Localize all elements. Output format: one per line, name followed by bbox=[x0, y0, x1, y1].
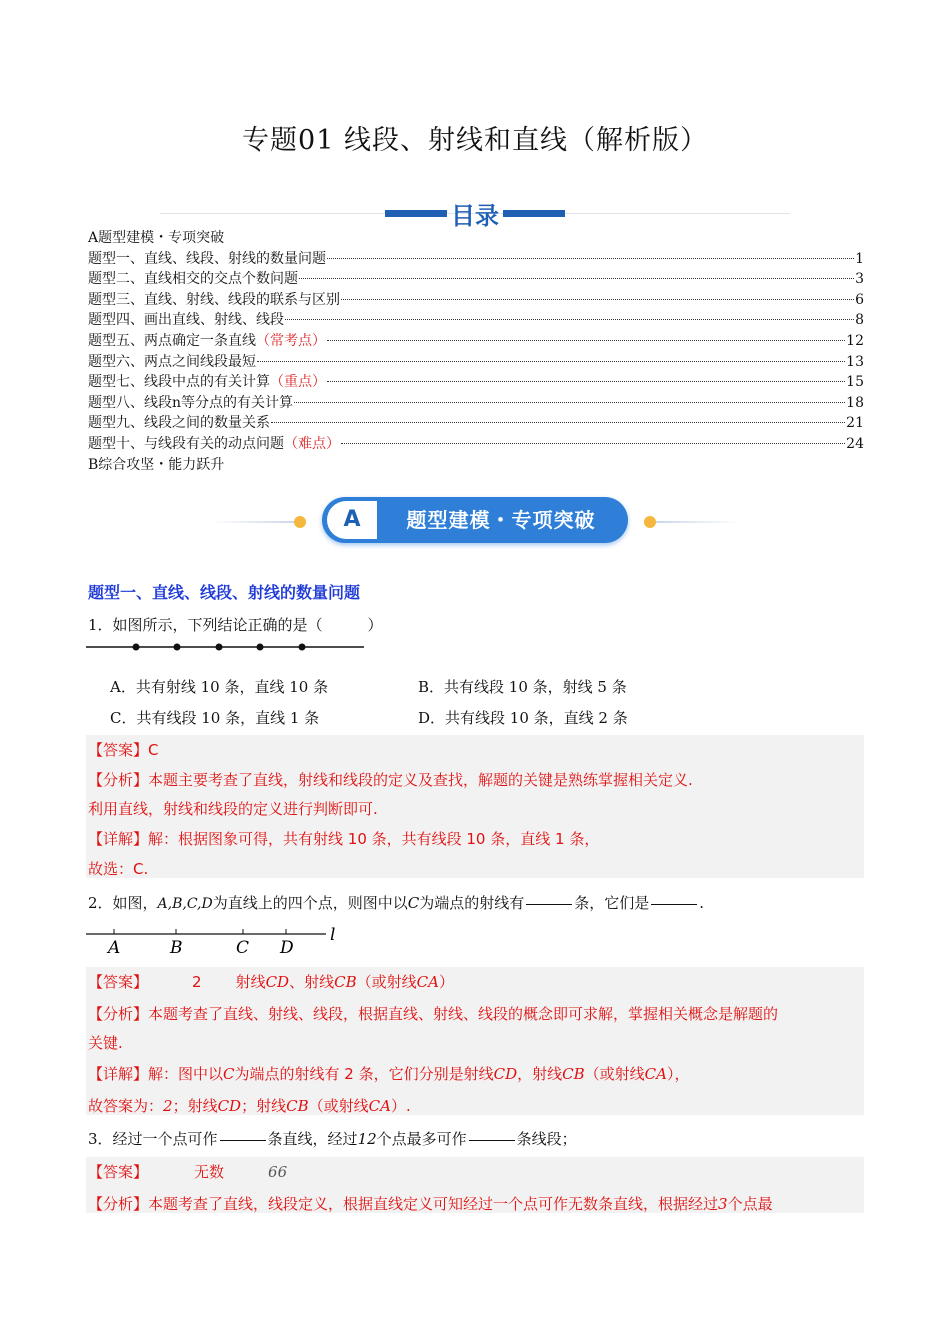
q2-answer bbox=[88, 971, 454, 992]
q2-detail-text: ，射线 bbox=[517, 1065, 563, 1083]
toc-item-label: 题型八、线段n等分点的有关计算 bbox=[88, 394, 294, 411]
toc-item-label: 题型五、两点确定一条直线 bbox=[88, 332, 256, 349]
q2-final-ca: CA bbox=[368, 1097, 391, 1115]
q1-option-d[interactable]: D．共有线段 10 条，直线 2 条 bbox=[418, 709, 628, 727]
q2-final-cb: CB bbox=[286, 1097, 309, 1115]
toc-item-label: 题型六、两点之间线段最短 bbox=[88, 353, 256, 370]
q1-option-c[interactable]: C．共有线段 10 条，直线 1 条 bbox=[110, 709, 320, 727]
toc-item-label: 题型三、直线、射线、线段的联系与区别 bbox=[88, 291, 340, 308]
toc-item-page: 12 bbox=[846, 332, 864, 349]
toc-item[interactable] bbox=[88, 331, 864, 352]
q3-blank-1[interactable] bbox=[220, 1139, 266, 1141]
page-title: 专题01 线段、射线和直线（解析版） bbox=[242, 125, 708, 156]
toc-item-label: 题型四、画出直线、射线、线段 bbox=[88, 312, 284, 329]
toc-item-tag: （常考点） bbox=[256, 332, 326, 349]
q2-detail-cb: CB bbox=[562, 1065, 585, 1083]
q1-detail: 【详解】解：根据图象可得，共有射线 10 条，共有线段 10 条，直线 1 条， bbox=[88, 830, 600, 848]
q2-points: A,B,C,D bbox=[157, 896, 213, 912]
q2-analysis-cont: 关键. bbox=[88, 1034, 123, 1052]
q2-answer-ca: CA bbox=[416, 973, 439, 991]
q2-answer-cd: CD bbox=[265, 973, 290, 991]
q2-answer-cb: CB bbox=[334, 973, 357, 991]
toc-item-page: 18 bbox=[846, 394, 864, 411]
toc-leader bbox=[327, 380, 845, 382]
q3-answer-1: 无数 bbox=[194, 1163, 225, 1181]
q1-answer: 【答案】C bbox=[88, 741, 159, 759]
toc-item-page: 3 bbox=[855, 271, 864, 288]
toc-item-label: 题型十、与线段有关的动点问题 bbox=[88, 435, 284, 452]
q2-point-c: C bbox=[407, 894, 420, 912]
q2-detail bbox=[88, 1063, 689, 1084]
q2-detail-ca: CA bbox=[644, 1065, 667, 1083]
banner-dot-right bbox=[644, 516, 656, 528]
q2-tail: 为端点的射线有 bbox=[419, 894, 525, 912]
q2-answer-text: 、射线 bbox=[289, 973, 335, 991]
banner-dot-left bbox=[294, 516, 306, 528]
toc-item[interactable] bbox=[88, 434, 864, 455]
toc-item-page: 24 bbox=[846, 435, 864, 452]
toc-item-page: 13 bbox=[846, 353, 864, 370]
q3-text: 条直线，经过 bbox=[267, 1130, 358, 1148]
q2-final-num: 2 bbox=[163, 1097, 173, 1115]
toc-item-label: 题型二、直线相交的交点个数问题 bbox=[88, 271, 298, 288]
toc-item[interactable] bbox=[88, 352, 864, 373]
q2-answer-text: 射线 bbox=[235, 973, 266, 991]
q3-stem bbox=[88, 1128, 577, 1149]
toc-section-b[interactable] bbox=[88, 455, 864, 476]
q1-option-a[interactable]: A．共有射线 10 条，直线 10 条 bbox=[110, 678, 329, 696]
q2-final-text: 故答案为： bbox=[88, 1097, 164, 1115]
toc-bar-left bbox=[385, 210, 447, 217]
q2-label-l: l bbox=[330, 925, 336, 945]
q2-answer-num: 2 bbox=[192, 973, 202, 991]
toc-item-label: 题型九、线段之间的数量关系 bbox=[88, 415, 270, 432]
banner-line-left bbox=[210, 521, 298, 523]
q2-figure bbox=[86, 922, 346, 956]
q2-answer-tag: 【答案】 bbox=[88, 973, 149, 991]
toc-item-label: 题型七、线段中点的有关计算 bbox=[88, 374, 270, 391]
q2-final-text: ；射线 bbox=[172, 1097, 218, 1115]
q3-answer-2: 66 bbox=[268, 1163, 288, 1181]
toc-item[interactable] bbox=[88, 310, 864, 331]
q2-label-d: D bbox=[280, 938, 294, 956]
q2-num: 2．如图， bbox=[88, 894, 158, 912]
q1-point bbox=[216, 644, 223, 651]
q3-number: 12 bbox=[357, 1130, 377, 1148]
toc-leader bbox=[271, 421, 845, 423]
toc-leader bbox=[285, 318, 854, 320]
q2-end: . bbox=[699, 894, 705, 912]
toc-item[interactable] bbox=[88, 413, 864, 434]
toc-section-a-label: A题型建模・专项突破 bbox=[88, 230, 225, 246]
toc-section-b-label: B综合攻坚・能力跃升 bbox=[88, 456, 225, 473]
toc-leader bbox=[341, 442, 845, 444]
toc-leader bbox=[257, 360, 845, 362]
toc-heading: 目录 bbox=[451, 202, 499, 230]
q1-option-b[interactable]: B．共有线段 10 条，射线 5 条 bbox=[418, 678, 627, 696]
toc-leader bbox=[299, 277, 854, 279]
toc-item-label: 题型一、直线、线段、射线的数量问题 bbox=[88, 250, 326, 267]
q1-point bbox=[174, 644, 181, 651]
q2-detail-text: （或射线 bbox=[584, 1065, 645, 1083]
q1-analysis-cont: 利用直线，射线和线段的定义进行判断即可. bbox=[88, 800, 378, 818]
banner-text: 题型建模・专项突破 bbox=[406, 508, 596, 532]
q2-mid: 为直线上的四个点，则图中以 bbox=[212, 894, 408, 912]
toc-item-tag: （重点） bbox=[270, 374, 326, 391]
toc-item-page: 21 bbox=[846, 415, 864, 432]
q3-analysis-num: 3 bbox=[718, 1195, 728, 1213]
q1-figure bbox=[86, 638, 366, 656]
q1-answer-box bbox=[86, 735, 864, 878]
q2-detail-text: ）， bbox=[666, 1065, 690, 1083]
q1-analysis: 【分析】本题主要考查了直线，射线和线段的定义及查找，解题的关键是熟练掌握相关定义. bbox=[88, 771, 693, 789]
toc-item[interactable] bbox=[88, 290, 864, 311]
q2-detail-text: 【详解】解：图中以 bbox=[88, 1065, 224, 1083]
q2-final-text: ；射线 bbox=[241, 1097, 287, 1115]
toc-section-a[interactable] bbox=[88, 228, 864, 249]
toc-item-page: 8 bbox=[855, 312, 864, 329]
toc-item-tag: （难点） bbox=[284, 435, 340, 452]
section-title: 题型一、直线、线段、射线的数量问题 bbox=[88, 583, 361, 602]
banner-line-right bbox=[652, 521, 740, 523]
toc-item-page: 15 bbox=[846, 374, 864, 391]
q3-answer bbox=[88, 1161, 287, 1182]
toc-leader bbox=[327, 257, 854, 259]
toc-item[interactable] bbox=[88, 393, 864, 414]
banner-letter: A bbox=[327, 501, 377, 539]
q3-answer-tag: 【答案】 bbox=[88, 1163, 149, 1181]
q2-answer-box bbox=[86, 967, 864, 1115]
q2-final-text: ）. bbox=[390, 1097, 411, 1115]
q3-text: 3．经过一个点可作 bbox=[88, 1130, 218, 1148]
q2-answer-text: ） bbox=[438, 973, 454, 991]
toc-item-page: 6 bbox=[855, 291, 864, 308]
q3-answer-box bbox=[86, 1157, 864, 1213]
q3-text: 个点最多可作 bbox=[376, 1130, 467, 1148]
q2-final bbox=[88, 1095, 411, 1116]
toc-item[interactable] bbox=[88, 372, 864, 393]
q3-text: 条线段； bbox=[516, 1130, 577, 1148]
toc-leader bbox=[327, 339, 845, 341]
q2-stem bbox=[88, 892, 704, 913]
q2-tail: 条，它们是 bbox=[574, 894, 650, 912]
q2-final-text: （或射线 bbox=[308, 1097, 369, 1115]
q1-point bbox=[299, 644, 306, 651]
q2-blank-1[interactable] bbox=[526, 903, 572, 905]
q2-label-c: C bbox=[236, 938, 250, 956]
q2-final-cd: CD bbox=[217, 1097, 242, 1115]
q2-detail-c: C bbox=[223, 1065, 235, 1083]
toc-item[interactable] bbox=[88, 269, 864, 290]
q1-stem: 1．如图所示，下列结论正确的是（ ） bbox=[88, 616, 383, 634]
q1-point bbox=[133, 644, 140, 651]
q1-conclusion: 故选：C. bbox=[88, 860, 149, 878]
banner-pill bbox=[322, 497, 628, 543]
q2-answer-text: （或射线 bbox=[356, 973, 417, 991]
toc-header bbox=[160, 196, 790, 230]
section-banner bbox=[210, 497, 740, 545]
toc-item-page: 1 bbox=[855, 250, 864, 267]
toc-leader bbox=[341, 298, 854, 300]
q3-analysis-text: 个点最 bbox=[727, 1195, 773, 1213]
table-of-contents bbox=[88, 228, 864, 475]
toc-leader bbox=[294, 401, 845, 403]
q2-analysis: 【分析】本题考查了直线、射线、线段，根据直线、射线、线段的概念即可求解，掌握相关概念是解题的 bbox=[88, 1005, 779, 1023]
toc-item[interactable] bbox=[88, 249, 864, 270]
q2-detail-cd: CD bbox=[493, 1065, 518, 1083]
q2-blank-2[interactable] bbox=[651, 903, 697, 905]
q2-detail-text: 为端点的射线有 2 条，它们分别是射线 bbox=[234, 1065, 494, 1083]
q3-analysis-text: 【分析】本题考查了直线，线段定义，根据直线定义可知经过一个点可作无数条直线，根据经过 bbox=[88, 1195, 719, 1213]
q3-blank-2[interactable] bbox=[469, 1139, 515, 1141]
q3-analysis bbox=[88, 1193, 773, 1214]
q1-point bbox=[257, 644, 264, 651]
q2-label-a: A bbox=[108, 938, 121, 956]
toc-bar-right bbox=[503, 210, 565, 217]
q2-label-b: B bbox=[170, 938, 183, 956]
